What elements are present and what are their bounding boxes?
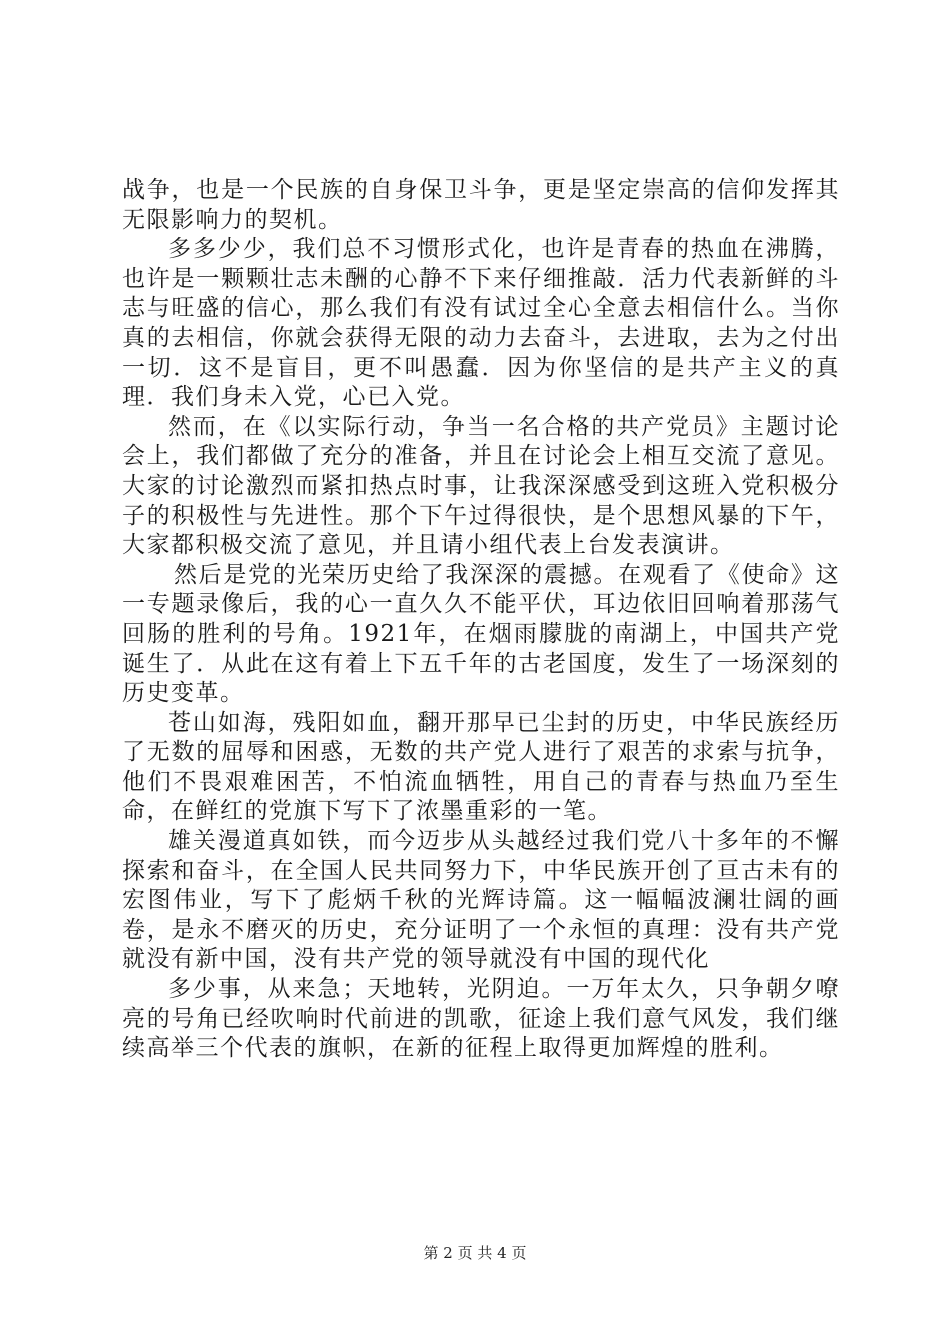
document-body [122,176,840,1064]
paragraph-history: 然后是党的光荣历史给了我深深的震撼。在观看了《使命》这一专题录像后，我的心一直久久不能平伏，耳边依旧回响着那荡气回肠的胜利的号角。1921年，在烟雨朦胧的南湖上，中国共产党诞生了．从此在这有着上下五千年的古老国度，发生了一场深刻的历史变革。 [122,561,840,707]
paragraph-achievement: 雄关漫道真如铁，而今迈步从头越经过我们党八十多年的不懈探索和奋斗，在全国人民共同努力下，中华民族开创了亘古未有的宏图伟业，写下了彪炳千秋的光辉诗篇。这一幅幅波澜壮阔的画卷，是永不磨灭的历史，充分证明了一个永恒的真理：没有共产党就没有新中国，没有共产党的领导就没有中国的现代化 [122,828,840,973]
paragraph-discussion: 然而，在《以实际行动，争当一名合格的共产党员》主题讨论会上，我们都做了充分的准备，并且在讨论会上相互交流了意见。大家的讨论激烈而紧扣热点时事，让我深深感受到这班入党积极分子的积极性与先进性。那个下午过得很快，是个思想风暴的下午，大家都积极交流了意见，并且请小组代表上台发表演讲。 [122,413,840,559]
paragraph-conclusion: 多少事，从来急；天地转，光阴迫。一万年太久，只争朝夕嘹亮的号角已经吹响时代前进的凯歌，征途上我们意气风发，我们继续高举三个代表的旗帜，在新的征程上取得更加辉煌的胜利。 [122,976,840,1062]
paragraph-formalism: 多多少少，我们总不习惯形式化，也许是青春的热血在沸腾，也许是一颗颗壮志未酬的心静不下来仔细推敲．活力代表新鲜的斗志与旺盛的信心，那么我们有没有试过全心全意去相信什么。当你真的去相信，你就会获得无限的动力去奋斗，去进取，去为之付出一切．这不是盲目，更不叫愚蠢．因为你坚信的是共产主义的真理．我们身未入党，心已入党。 [122,236,840,411]
paragraph-continuation: 战争，也是一个民族的自身保卫斗争，更是坚定崇高的信仰发挥其无限影响力的契机。 [122,177,840,233]
page-number-footer: 第 2 页 共 4 页 [423,1244,527,1262]
paragraph-struggle: 苍山如海，残阳如血，翻开那早已尘封的历史，中华民族经历了无数的屈辱和困惑，无数的共产党人进行了艰苦的求索与抗争，他们不畏艰难困苦，不怕流血牺牲，用自己的青春与热血乃至生命，在鲜红的党旗下写下了浓墨重彩的一笔。 [122,709,840,825]
